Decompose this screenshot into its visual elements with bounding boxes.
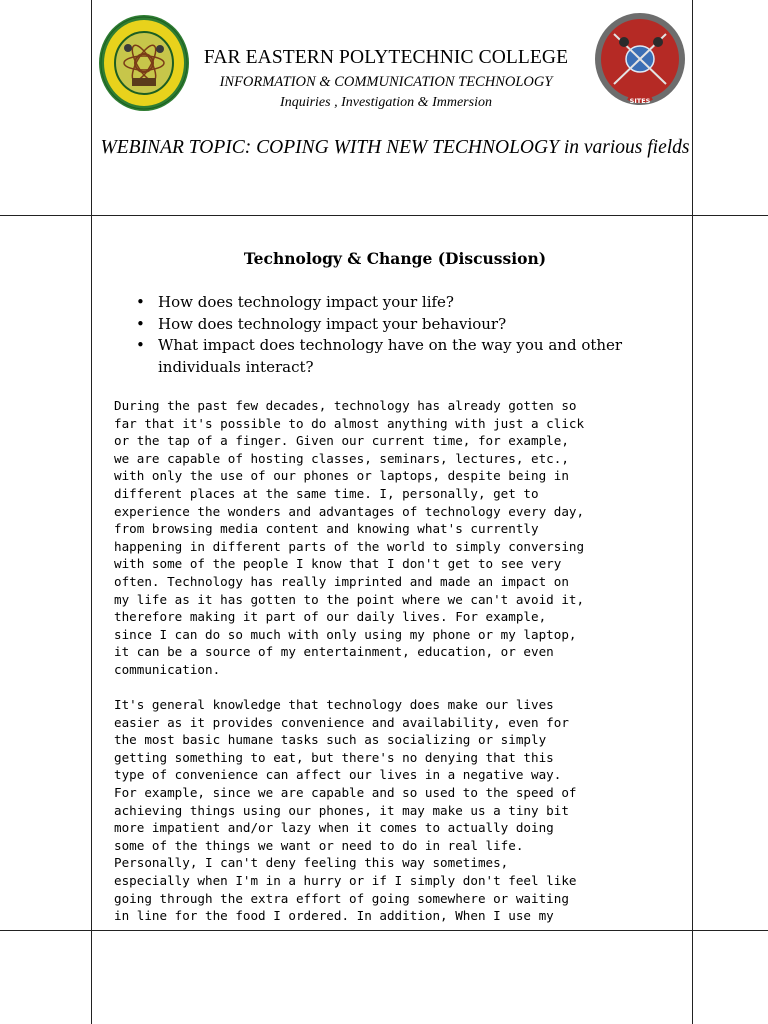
- ict-department-seal-icon: [594, 12, 686, 108]
- department-name: INFORMATION & COMMUNICATION TECHNOLOGY: [219, 74, 553, 90]
- college-name: FAR EASTERN POLYTECHNIC COLLEGE: [203, 47, 569, 68]
- essay-body: [114, 397, 684, 942]
- college-seal-icon: [98, 14, 190, 112]
- webinar-topic: WEBINAR TOPIC: COPING WITH NEW TECHNOLOGY in various fields: [100, 137, 690, 158]
- question-item: • What impact does technology have on the way you and other individuals interact?: [134, 335, 654, 378]
- discussion-title: Technology & Change (Discussion): [243, 249, 547, 268]
- left-border-line: [91, 0, 92, 1024]
- essay-paragraph: During the past few decades, technology has already gotten so far that it's possible to do almost anything with just a click or the tap of a finger. Given our current time, for example, we are capable of hosting classes, seminars, lectures, etc., with only the use of our phones or laptops, despite being in different places at the same time. I, personally, get to experience the wonders and advantages of technology every day, from browsing media content and knowing what's currently happening in different parts of the world to simply conversing with some of the people I know that I don't get to see very often. Technology has really imprinted and made an impact on my life as it has gotten to the point where we can't avoid it, therefore making it part of our daily lives. For example, since I can do so much with only using my phone or my laptop, it can be a source of my entertainment, education, or even communication.: [114, 398, 585, 677]
- college-motto: Inquiries , Investigation & Immersion: [280, 95, 492, 110]
- right-border-line: [692, 0, 693, 1024]
- seal-label: SITES: [629, 97, 651, 105]
- header-divider: [0, 215, 768, 216]
- page-bottom-blank: [92, 930, 692, 1024]
- question-item: • How does technology impact your life?: [134, 292, 654, 314]
- essay-paragraph: It's general knowledge that technology does make our lives easier as it provides convenience and availability, even for the most basic humane tasks such as socializing or simply getting something to eat, but there's no denying that this type of convenience can affect our lives in a negative way. For example, since we are capable and so used to the speed of achieving things using our phones, it may make us a tiny bit more impatient and/or lazy when it comes to actually doing some of the things we want or need to do in real life. Personally, I can't deny feeling this way sometimes, especially when I'm in a hurry or if I simply don't feel like going through the extra effort of going somewhere or waiting in line for the food I ordered. In addition, When I use my: [114, 697, 577, 924]
- question-item: • How does technology impact your behaviour?: [134, 314, 654, 336]
- page-break-line: [0, 930, 768, 931]
- discussion-questions: [134, 292, 654, 378]
